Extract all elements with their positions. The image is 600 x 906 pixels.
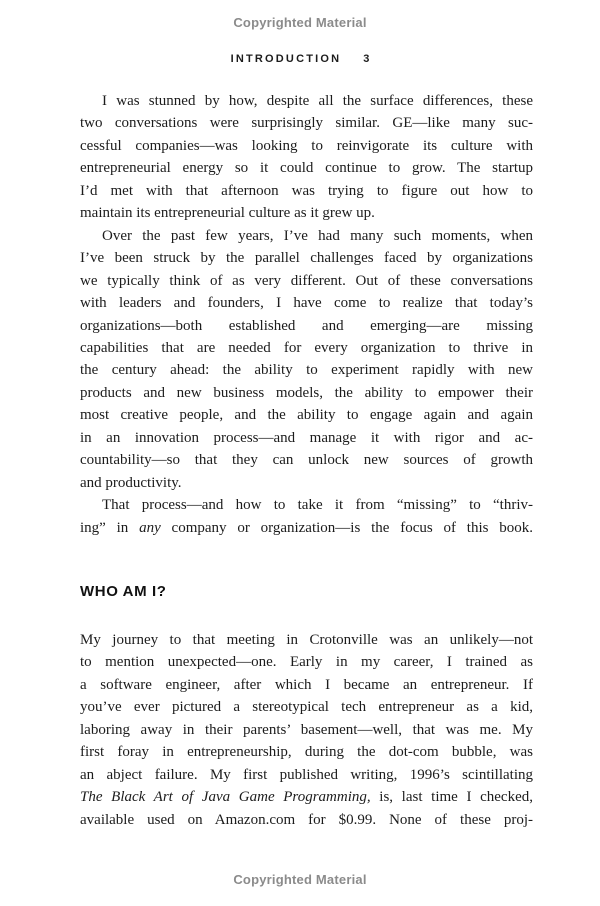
- paragraph: [80, 494, 533, 539]
- text-line: available used on Amazon.com for $0.99. None of these proj-: [80, 811, 533, 828]
- text-line: I was stunned by how, despite all the surface differences, these: [102, 93, 533, 109]
- text-line: an abject failure. My first published writing, 1996’s scintillating: [80, 766, 533, 783]
- text-line: capabilities that are needed for every organization to thrive in: [80, 339, 533, 356]
- text-line: with leaders and founders, I have come to realize that today’s: [80, 295, 533, 312]
- text-line: two conversations were surprisingly similar. GE—like many suc-: [80, 115, 533, 132]
- body-text-top: [80, 90, 533, 539]
- paragraph: [80, 90, 533, 225]
- text-line: maintain its entrepreneurial culture as it grew up.: [80, 205, 375, 222]
- text-line: the century ahead: the ability to experiment rapidly with new: [80, 362, 533, 379]
- copyright-banner-top: Copyrighted Material: [233, 15, 367, 30]
- paragraph: [80, 629, 533, 831]
- text-line: I’ve been struck by the parallel challenges faced by organizations: [80, 250, 533, 267]
- copyright-banner-bottom: Copyrighted Material: [233, 872, 367, 887]
- chapter-title: INTRODUCTION: [230, 53, 342, 65]
- text-line: you’ve ever pictured a stereotypical tech entrepreneur as a kid,: [80, 699, 533, 716]
- text-line: and productivity.: [80, 474, 182, 491]
- text-line: The Black Art of Java Game Programming, is, last time I checked,: [80, 789, 533, 806]
- text-line: laboring away in their parents’ basement—well, that was me. My: [80, 721, 533, 738]
- text-line: products and new business models, the ability to empower their: [80, 384, 533, 401]
- text-line: to mention unexpected—one. Early in my career, I trained as: [80, 654, 533, 671]
- text-line: organizations—both established and emerging—are missing: [80, 317, 533, 334]
- text-line: we typically think of as very different. Out of these conversations: [80, 272, 533, 289]
- text-line: most creative people, and the ability to engage again and again: [80, 407, 533, 424]
- text-line: a software engineer, after which I became an entrepreneur. If: [80, 676, 533, 693]
- text-line: in an innovation process—and manage it with rigor and ac-: [80, 429, 533, 446]
- page-number: 3: [363, 53, 370, 65]
- text-line: Over the past few years, I’ve had many such moments, when: [102, 227, 533, 244]
- text-line: cessful companies—was looking to reinvigorate its culture with: [80, 137, 533, 154]
- body-text-bottom: [80, 629, 533, 831]
- text-line: I’d met with that afternoon was trying to figure out how to: [80, 182, 533, 199]
- paragraph: [80, 225, 533, 494]
- text-line: first foray in entrepreneurship, during the dot-com bubble, was: [80, 744, 533, 761]
- text-line: That process—and how to take it from “missing” to “thriv-: [102, 497, 533, 514]
- text-line: ing” in any company or organization—is the focus of this book.: [80, 519, 533, 536]
- text-line: My journey to that meeting in Crotonville was an unlikely—not: [80, 632, 533, 648]
- text-line: entrepreneurial energy so it could continue to grow. The startup: [80, 160, 533, 177]
- text-line: countability—so that they can unlock new sources of growth: [80, 452, 533, 469]
- section-heading: WHO AM I?: [80, 583, 167, 600]
- running-header: [0, 53, 600, 65]
